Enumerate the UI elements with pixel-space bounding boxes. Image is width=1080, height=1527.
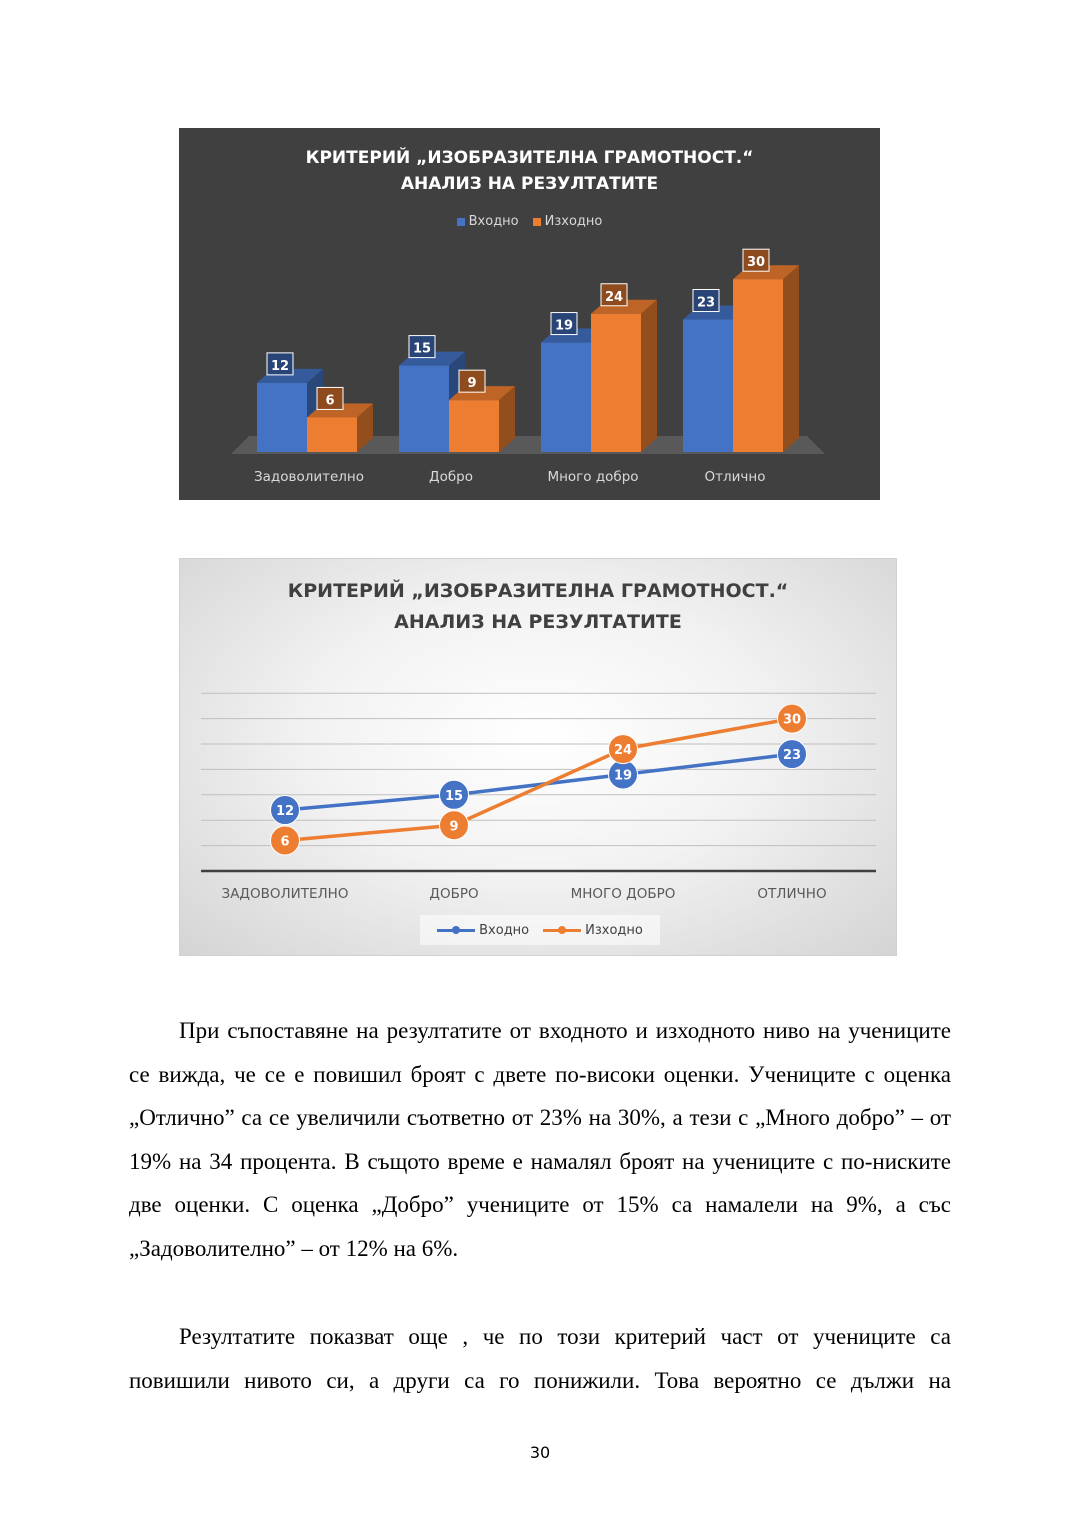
line-legend-swatch-output [543, 925, 581, 935]
line-chart-title [180, 576, 896, 638]
bar-output [733, 265, 799, 452]
bar-data-label: 23 [696, 295, 716, 311]
bar-front [591, 314, 641, 452]
legend-swatch-output [533, 218, 541, 226]
body-paragraph-1 [129, 1009, 951, 1270]
line-data-label: 9 [449, 819, 459, 835]
line-chart-legend [420, 915, 660, 945]
legend-label-input: Входно [468, 214, 519, 229]
line-data-label: 6 [280, 834, 290, 850]
line-chart [179, 558, 897, 956]
line-legend-item-input [437, 923, 529, 938]
bar-category-label: Много добро [547, 469, 639, 485]
line-data-label: 15 [444, 788, 464, 804]
legend-item-input [457, 214, 519, 229]
line-category-label: ДОБРО [429, 886, 479, 902]
bar-front [541, 343, 591, 452]
body-paragraph-1-text: При съпоставяне на резултатите от входното и изходното ниво на учениците се вижда, че се е повишил броят с двете по-високи оценки. Учениците с оценка „Отлично” са се увеличили съответно от 23% на 30%, а тези с „Много добро” – от 19% на 34 процента. В същото време е намалял броят на учениците с по-ниските две оценки. С оценка „Добро” учениците от 15% са намалели на 9%, а със „Задоволително” – от 12% на 6%. [129, 1018, 951, 1261]
line-legend-label-output: Изходно [585, 922, 643, 938]
bar-output [591, 300, 657, 452]
bar-data-label: 30 [746, 255, 766, 271]
bar-data-label: 19 [554, 318, 574, 334]
line-chart-title-line-2: АНАЛИЗ НА РЕЗУЛТАТИТЕ [394, 611, 682, 633]
line-category-label: ОТЛИЧНО [757, 886, 827, 902]
line-legend-label-input: Входно [479, 922, 530, 938]
line-chart-title-line-1: КРИТЕРИЙ „ИЗОБРАЗИТЕЛНА ГРАМОТНОСТ.“ [287, 580, 789, 602]
body-paragraph-2 [129, 1315, 951, 1402]
line-data-label: 30 [782, 712, 802, 728]
bar-side [783, 265, 799, 452]
bar-data-label: 9 [467, 376, 477, 392]
legend-label-output: Изходно [544, 214, 603, 229]
bar-output [307, 403, 373, 452]
bar-data-label: 15 [412, 341, 432, 357]
bar-front [399, 366, 449, 452]
bar-front [733, 279, 783, 452]
bar-chart [179, 128, 880, 500]
bar-data-label: 12 [270, 358, 290, 374]
legend-item-output [533, 214, 603, 229]
bar-chart-title-line-2: АНАЛИЗ НА РЕЗУЛТАТИТЕ [400, 174, 659, 194]
bar-category-label: Отлично [704, 469, 766, 485]
bar-output [449, 386, 515, 452]
bar-front [449, 400, 499, 452]
line-data-label: 24 [613, 743, 633, 759]
line-legend-swatch-input [437, 925, 475, 935]
line-data-label: 12 [275, 804, 295, 820]
bar-data-label: 6 [325, 393, 335, 409]
bar-side [641, 300, 657, 452]
legend-swatch-input [457, 218, 465, 226]
line-legend-item-output [543, 923, 643, 938]
bar-category-label: Задоволително [253, 469, 365, 485]
bar-chart-legend [179, 214, 880, 229]
series-line-input [285, 754, 792, 810]
page-number: 30 [529, 1443, 551, 1462]
line-category-label: ЗАДОВОЛИТЕЛНО [221, 886, 349, 902]
line-data-label: 19 [613, 768, 633, 784]
line-category-label: МНОГО ДОБРО [570, 886, 676, 902]
line-data-label: 23 [782, 748, 802, 764]
bar-front [257, 383, 307, 452]
bar-chart-title-line-1: КРИТЕРИЙ „ИЗОБРАЗИТЕЛНА ГРАМОТНОСТ.“ [305, 148, 754, 168]
bar-front [683, 320, 733, 452]
bar-data-label: 24 [604, 289, 624, 305]
bar-chart-title [179, 145, 880, 197]
body-paragraph-2-text: Резултатите показват още , че по този критерий част от учениците са повишили нивото си, а други са го понижили. Това вероятно се дължи на [129, 1324, 951, 1393]
bar-front [307, 417, 357, 452]
bar-category-label: Добро [429, 469, 473, 485]
series-line-output [285, 719, 792, 841]
